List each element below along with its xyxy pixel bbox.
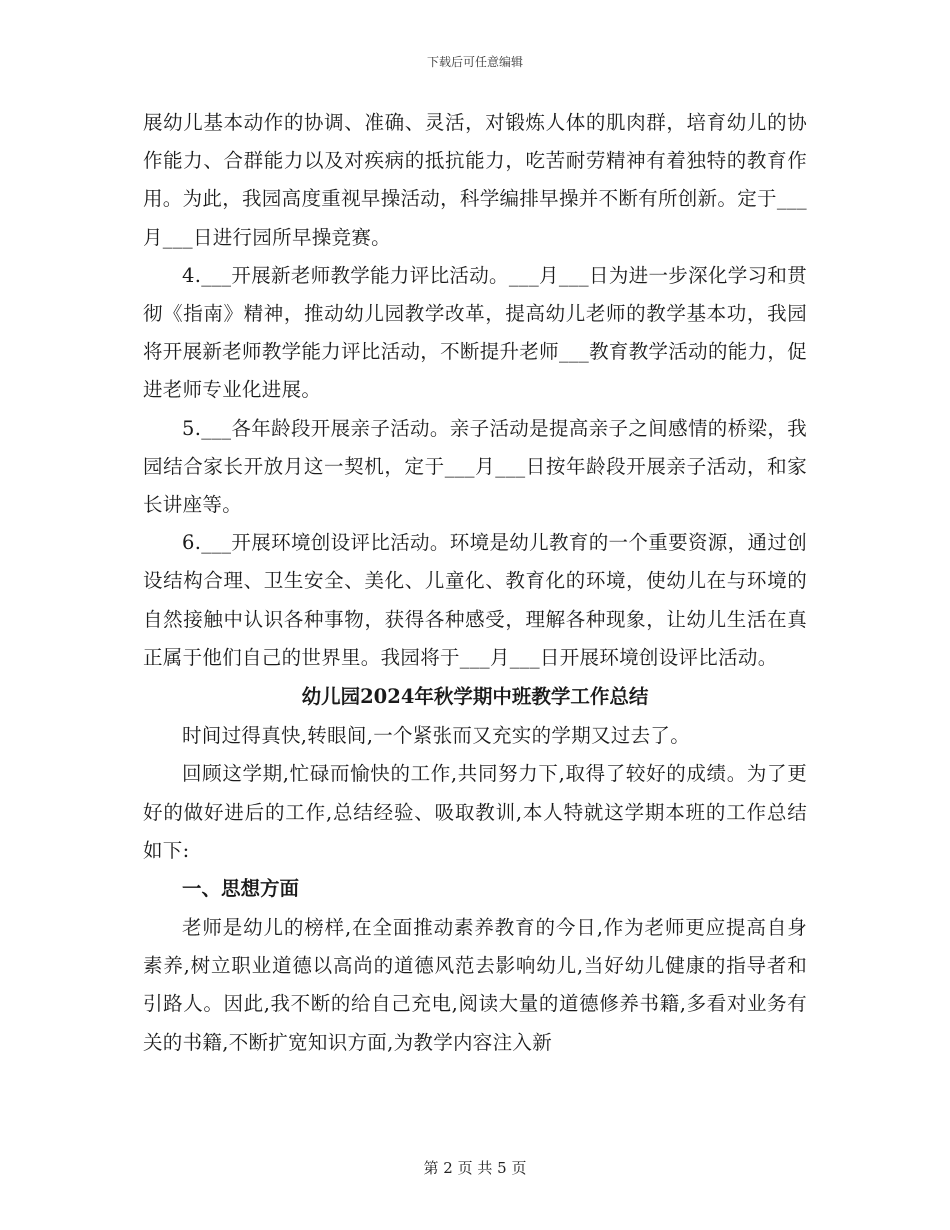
paragraph-item-5: 5.___各年龄段开展亲子活动。亲子活动是提高亲子之间感情的桥梁，我园结合家长开放月这一契机，定于___月___日按年龄段开展亲子活动，和家长讲座等。: [143, 416, 807, 517]
intro-paragraph-2: 回顾这学期,忙碌而愉快的工作,共同努力下,取得了较好的成绩。为了更好的做好进后的工作,总结经验、吸取教训,本人特就这学期本班的工作总结如下:: [143, 762, 807, 862]
intro-paragraph-1: 时间过得真快,转眼间,一个紧张而又充实的学期又过去了。: [182, 724, 690, 748]
paragraph-item-4: 4.___开展新老师教学能力评比活动。___月___日为进一步深化学习和贯彻《指南》精神，推动幼儿园教学改革，提高幼儿老师的教学基本功，我园将开展新老师教学能力评比活动，不断提升老师___教育教学活动的能力，促进老师专业化进展。: [143, 263, 807, 402]
paragraph-continuation: 展幼儿基本动作的协调、准确、灵活，对锻炼人体的肌肉群，培育幼儿的协作能力、合群能力以及对疾病的抵抗能力，吃苦耐劳精神有着独特的教育作用。为此，我园高度重视早操活动，科学编排早操并不断有所创新。定于___月___日进行园所早操竞赛。: [143, 111, 807, 249]
body-paragraph-thought: 老师是幼儿的榜样,在全面推动素养教育的今日,作为老师更应提高自身素养,树立职业道德以高尚的道德风范去影响幼儿,当好幼儿健康的指导者和引路人。因此,我不断的给自己充电,阅读大量的道德修养书籍,多看对业务有关的书籍,不断扩宽知识方面,为教学内容注入新: [143, 915, 807, 1054]
subheading-thought: 一、思想方面: [182, 877, 300, 901]
page-header: 下载后可任意编辑: [426, 55, 523, 69]
page-footer: 第 2 页 共 5 页: [423, 1159, 527, 1177]
paragraph-item-6: 6.___开展环境创设评比活动。环境是幼儿教育的一个重要资源，通过创设结构合理、卫生安全、美化、儿童化、教育化的环境，使幼儿在与环境的自然接触中认识各种事物，获得各种感受，理解各种现象，让幼儿生活在真正属于他们自己的世界里。我园将于___月___日开展环境创设评比活动。: [143, 531, 807, 669]
section-title: 幼儿园2024年秋学期中班教学工作总结: [301, 685, 649, 709]
document-body: [143, 104, 807, 1062]
summary-section: [143, 677, 807, 1062]
